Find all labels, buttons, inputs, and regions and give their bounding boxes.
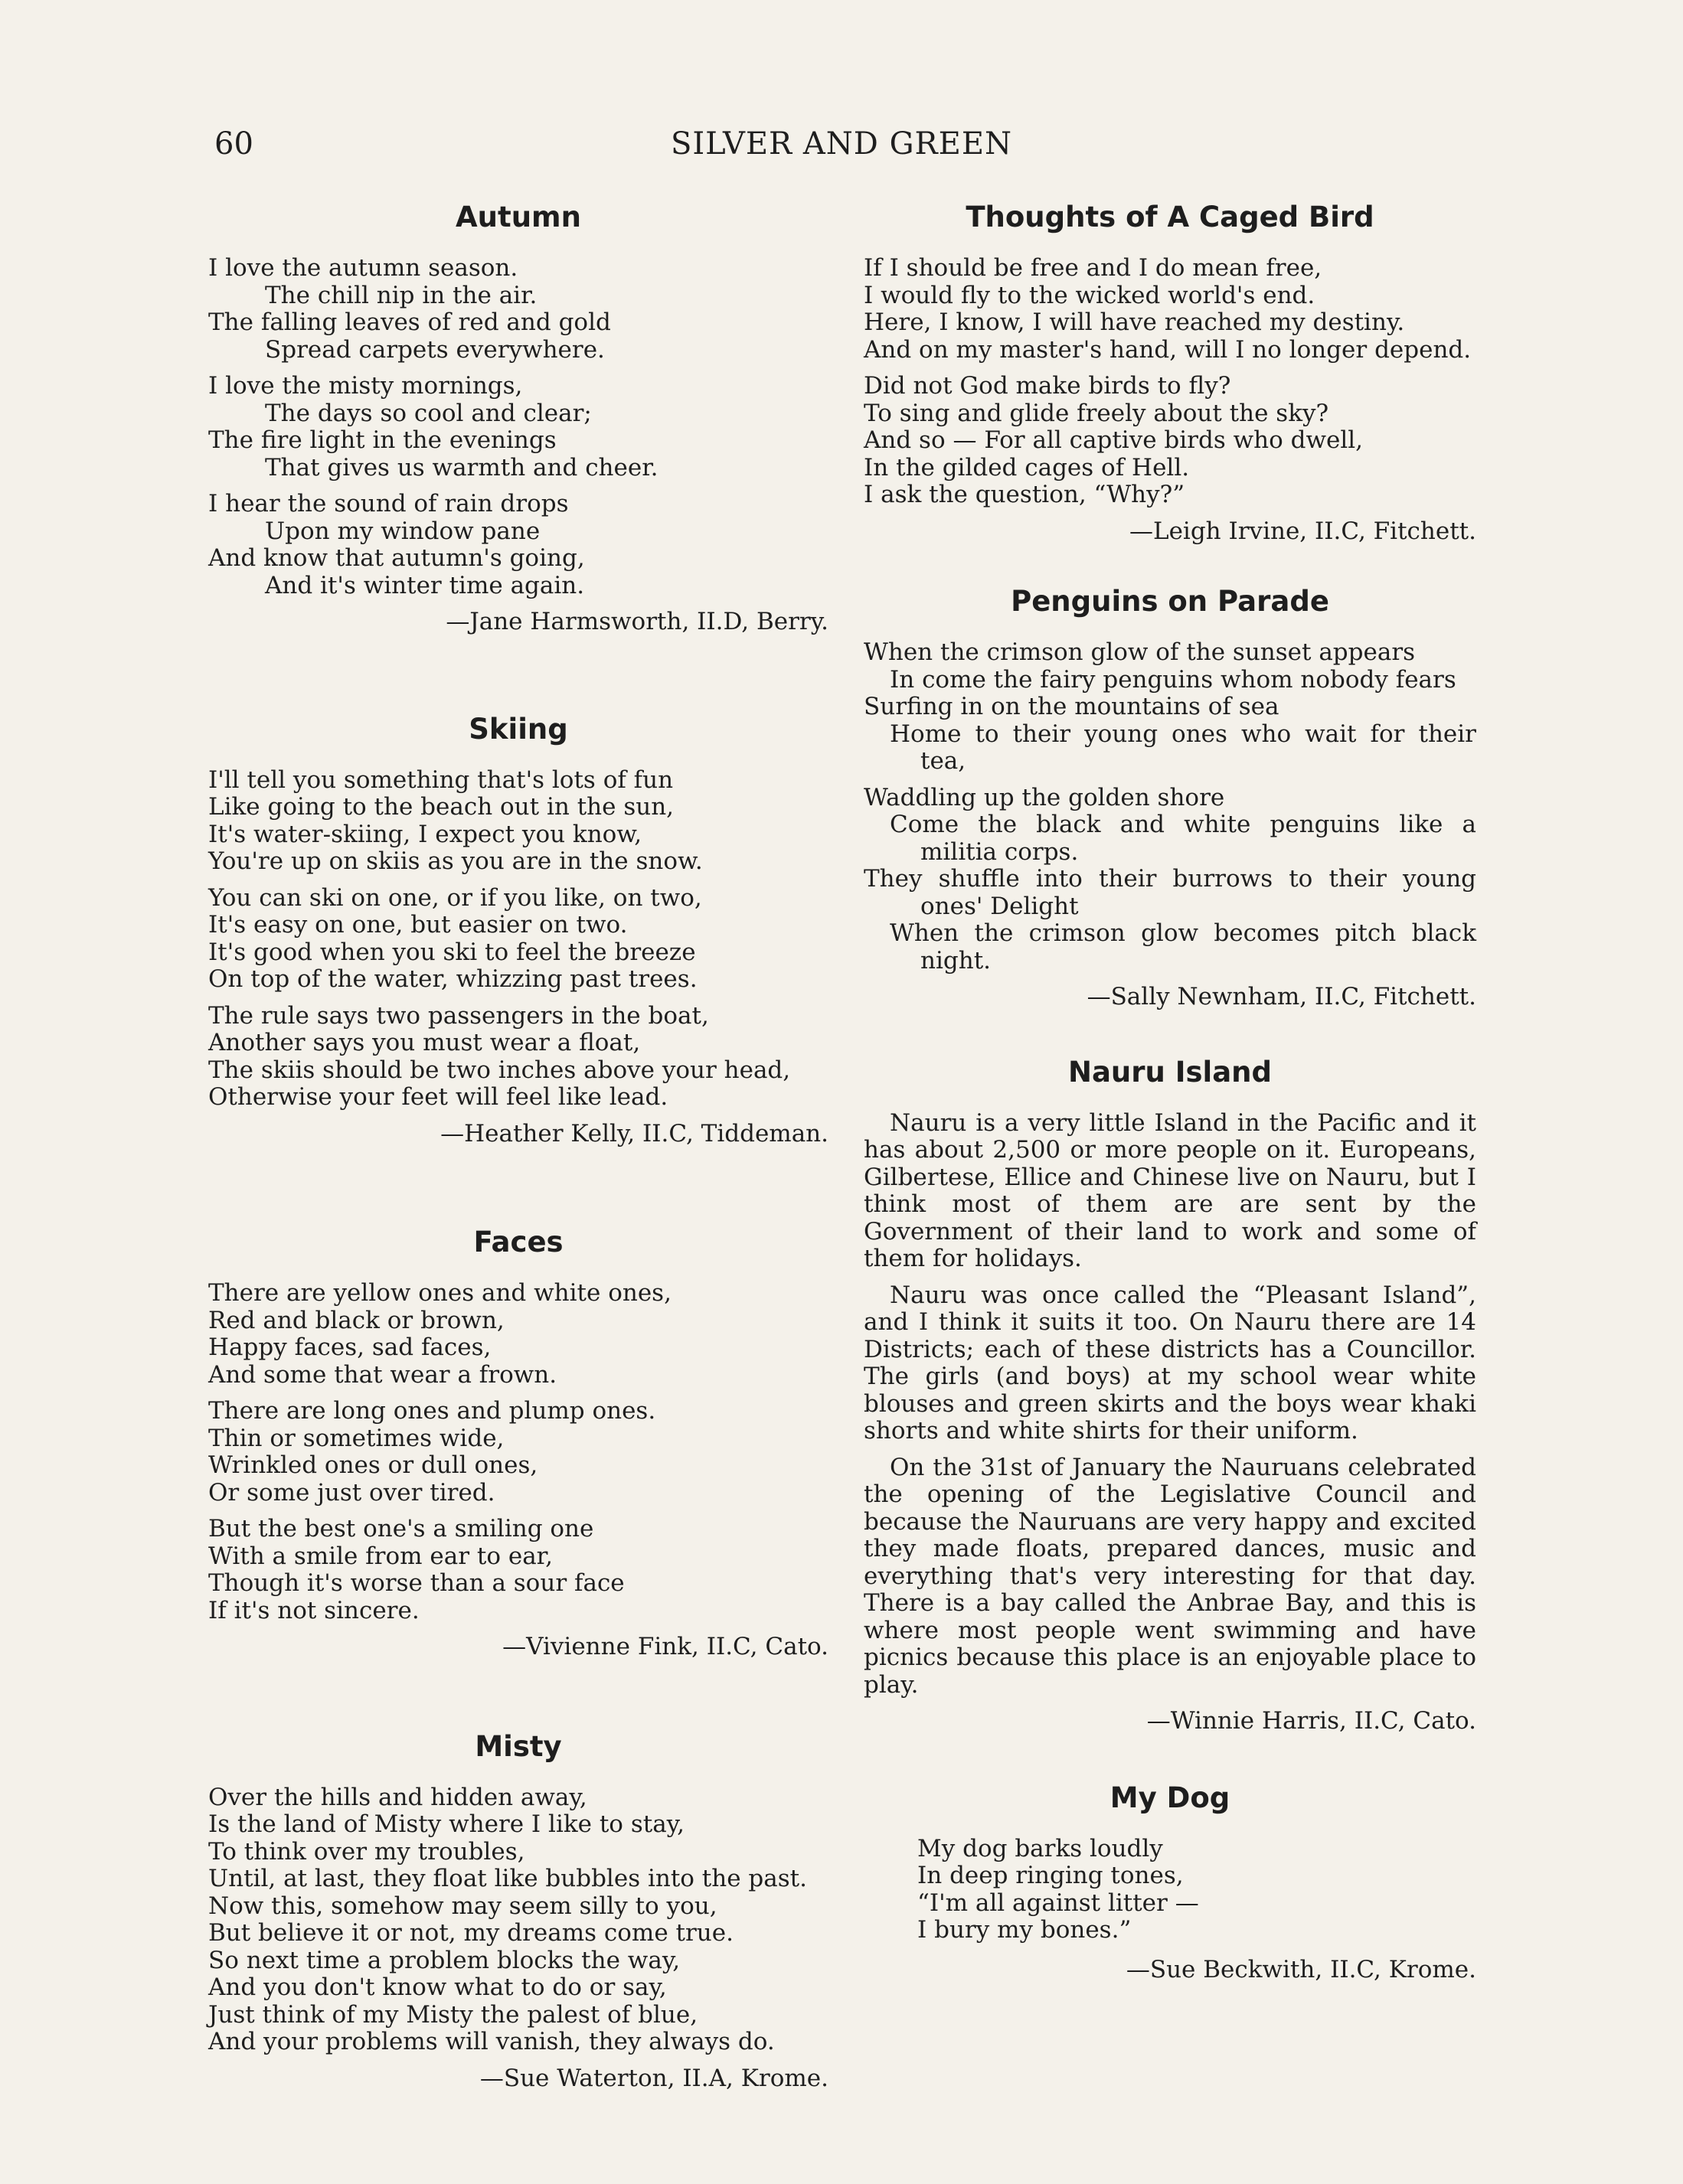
article-paragraph: On the 31st of January the Nauruans celebrated the opening of the Legislative Council and because the Nauruans are very happy and excited they made floats, prepared dances, music and everything that's very interesting for that day. There is a bay called the Anbrae Bay, and this is where most people went swimming and have picnics because this place is an enjoyable place to play. <box>864 1453 1476 1699</box>
poem-line: I would fly to the wicked world's end. <box>864 281 1315 309</box>
poem-line: Like going to the beach out in the sun, <box>208 793 675 821</box>
poem-line: Red and black or brown, <box>208 1306 505 1334</box>
poem-skiing <box>208 713 828 1148</box>
poem-line: Did not God make birds to fly? <box>864 372 1231 400</box>
poem-line: If it's not sincere. <box>208 1596 420 1624</box>
poem-line: I love the autumn season. <box>208 254 518 282</box>
poem-line: I hear the sound of rain drops <box>208 490 569 517</box>
poem-line: There are yellow ones and white ones, <box>208 1279 672 1307</box>
poem-line: Happy faces, sad faces, <box>208 1334 492 1361</box>
stanza <box>208 491 828 599</box>
poem-line: They shuffle into their burrows to their young ones' Delight <box>864 865 1476 920</box>
poem-title: Misty <box>475 1729 562 1763</box>
poem-line: And know that autumn's going, <box>208 544 585 572</box>
poem-attribution: —Vivienne Fink, II.C, Cato. <box>502 1633 828 1660</box>
stanza <box>208 1784 828 2056</box>
poem-line: I bury my bones.” <box>917 1916 1132 1944</box>
poem-attribution: —Leigh Irvine, II.C, Fitchett. <box>1129 517 1476 545</box>
poem-attribution: —Sue Waterton, II.A, Krome. <box>479 2064 828 2092</box>
stanza <box>208 1516 828 1624</box>
poem-line: With a smile from ear to ear, <box>208 1542 553 1570</box>
poem-line: And your problems will vanish, they always do. <box>208 2028 775 2055</box>
poem-line: Surfing in on the mountains of sea <box>864 693 1279 720</box>
poem-line: And it's winter time again. <box>265 571 585 599</box>
article-nauru-island <box>864 1056 1476 1735</box>
poem-line: The chill nip in the air. <box>265 281 538 309</box>
poem-line: In come the fairy penguins whom nobody fears <box>890 665 1456 694</box>
poem-misty <box>208 1730 828 2093</box>
poem-line: Until, at last, they float like bubbles into the past. <box>208 1865 807 1892</box>
poem-line: Over the hills and hidden away, <box>208 1783 587 1811</box>
poem-line: It's easy on one, but easier on two. <box>208 911 628 939</box>
poem-line: In deep ringing tones, <box>917 1862 1184 1889</box>
poem-line: The skiis should be two inches above your head, <box>208 1056 791 1084</box>
poem-line: Spread carpets everywhere. <box>265 335 605 364</box>
article-paragraph: Nauru is a very little Island in the Pacific and it has about 2,500 or more people on it. Europeans, Gilbertese, Ellice and Chinese live on Nauru, but I think most of them are are sent by the Government of their land to work and some of them for holidays. <box>864 1108 1476 1272</box>
poem-title: Autumn <box>456 201 581 233</box>
article-attribution: —Winnie Harris, II.C, Cato. <box>1146 1707 1476 1735</box>
stanza <box>208 767 828 876</box>
poem-line: Come the black and white penguins like a militia corps. <box>890 811 1476 866</box>
poem-line: Waddling up the golden shore <box>864 783 1225 811</box>
poem-line: You can ski on one, or if you like, on two, <box>208 883 702 912</box>
poem-title: Faces <box>473 1226 564 1258</box>
poem-line: Or some just over tired. <box>208 1478 495 1507</box>
poem-line: If I should be free and I do mean free, <box>864 254 1322 282</box>
poem-line: When the crimson glow of the sunset appears <box>864 638 1416 666</box>
poem-line: And you don't know what to do or say, <box>208 1973 667 2001</box>
poem-line: But believe it or not, my dreams come true. <box>208 1919 734 1947</box>
poem-line: Is the land of Misty where I like to stay, <box>208 1810 685 1838</box>
poem-line: The days so cool and clear; <box>265 399 592 427</box>
poem-attribution: —Jane Harmsworth, II.D, Berry. <box>446 608 828 635</box>
poem-line: But the best one's a smiling one <box>208 1515 594 1543</box>
article-paragraph: Nauru was once called the “Pleasant Island”, and I think it suits it too. On Nauru there are 14 Districts; each of these districts has a Councillor. The girls (and boys) at my school wear white blouses and green skirts and the boys wear khaki shorts and white shirts for their uniform. <box>864 1281 1476 1445</box>
poem-line: The fire light in the evenings <box>208 426 557 454</box>
poem-line: Upon my window pane <box>265 517 541 545</box>
poem-line: Another says you must wear a float, <box>208 1029 641 1056</box>
poem-line: Now this, somehow may seem silly to you, <box>208 1892 717 1920</box>
stanza <box>208 1398 828 1507</box>
poem-line: To sing and glide freely about the sky? <box>864 399 1329 427</box>
left-column <box>208 201 828 2092</box>
poem-my-dog <box>864 1781 1476 1984</box>
poem-title: Skiing <box>469 712 568 746</box>
page-number: 60 <box>214 126 253 162</box>
poem-line: Just think of my Misty the palest of blue, <box>208 2000 698 2029</box>
poem-line: There are long ones and plump ones. <box>208 1397 656 1425</box>
stanza <box>208 373 828 482</box>
running-title: SILVER AND GREEN <box>670 126 1013 162</box>
poem-line: I love the misty mornings, <box>208 372 523 400</box>
poem-attribution: —Sue Beckwith, II.C, Krome. <box>1126 1955 1476 1983</box>
poem-title: Penguins on Parade <box>1011 585 1329 618</box>
poem-line: You're up on skiis as you are in the snow. <box>208 847 703 875</box>
poem-line: On top of the water, whizzing past trees. <box>208 965 698 993</box>
poem-line: Though it's worse than a sour face <box>208 1569 625 1597</box>
poem-line: In the gilded cages of Hell. <box>864 453 1190 482</box>
poem-line: It's water-skiing, I expect you know, <box>208 820 642 848</box>
stanza <box>864 785 1476 975</box>
poem-attribution: —Sally Newnham, II.C, Fitchett. <box>1087 983 1476 1010</box>
stanza <box>864 373 1476 509</box>
poem-line: Wrinkled ones or dull ones, <box>208 1451 538 1479</box>
stanza <box>864 255 1476 364</box>
poem-line: Otherwise your feet will feel like lead. <box>208 1083 668 1111</box>
stanza <box>208 1003 828 1112</box>
poem-attribution: —Heather Kelly, II.C, Tiddeman. <box>440 1119 828 1147</box>
poem-faces <box>208 1226 828 1661</box>
poem-line: I'll tell you something that's lots of fun <box>208 766 674 794</box>
poem-thoughts-of-a-caged-bird <box>864 201 1476 545</box>
poem-title: Thoughts of A Caged Bird <box>966 201 1374 233</box>
poem-line: I ask the question, “Why?” <box>864 481 1185 508</box>
poem-line: Thin or sometimes wide, <box>208 1424 505 1452</box>
poem-line: To think over my troubles, <box>208 1837 525 1866</box>
poem-line: Home to their young ones who wait for their tea, <box>890 720 1476 775</box>
poem-line: That gives us warmth and cheer. <box>265 453 658 482</box>
page-header <box>0 126 1683 172</box>
stanza <box>208 255 828 364</box>
stanza <box>864 639 1476 775</box>
poem-line: “I'm all against litter — <box>917 1889 1199 1917</box>
poem-line: Here, I know, I will have reached my destiny. <box>864 309 1405 336</box>
right-column <box>864 201 1476 1983</box>
poem-title: My Dog <box>1109 1781 1230 1814</box>
poem-line: It's good when you ski to feel the breeze <box>208 938 696 966</box>
stanza <box>208 1280 828 1389</box>
poem-line: So next time a problem blocks the way, <box>208 1946 681 1974</box>
poem-line: And so — For all captive birds who dwell, <box>864 426 1364 454</box>
poem-penguins-on-parade <box>864 585 1476 1011</box>
stanza <box>208 885 828 994</box>
poem-line: The rule says two passengers in the boat, <box>208 1001 709 1030</box>
poem-line: When the crimson glow becomes pitch black night. <box>890 919 1476 974</box>
poem-line: And on my master's hand, will I no longer depend. <box>864 335 1472 364</box>
article-title: Nauru Island <box>1067 1055 1272 1089</box>
poem-line: The falling leaves of red and gold <box>208 309 611 336</box>
poem-line: My dog barks loudly <box>917 1834 1163 1862</box>
poem-autumn <box>208 201 828 636</box>
poem-line: And some that wear a frown. <box>208 1360 557 1389</box>
